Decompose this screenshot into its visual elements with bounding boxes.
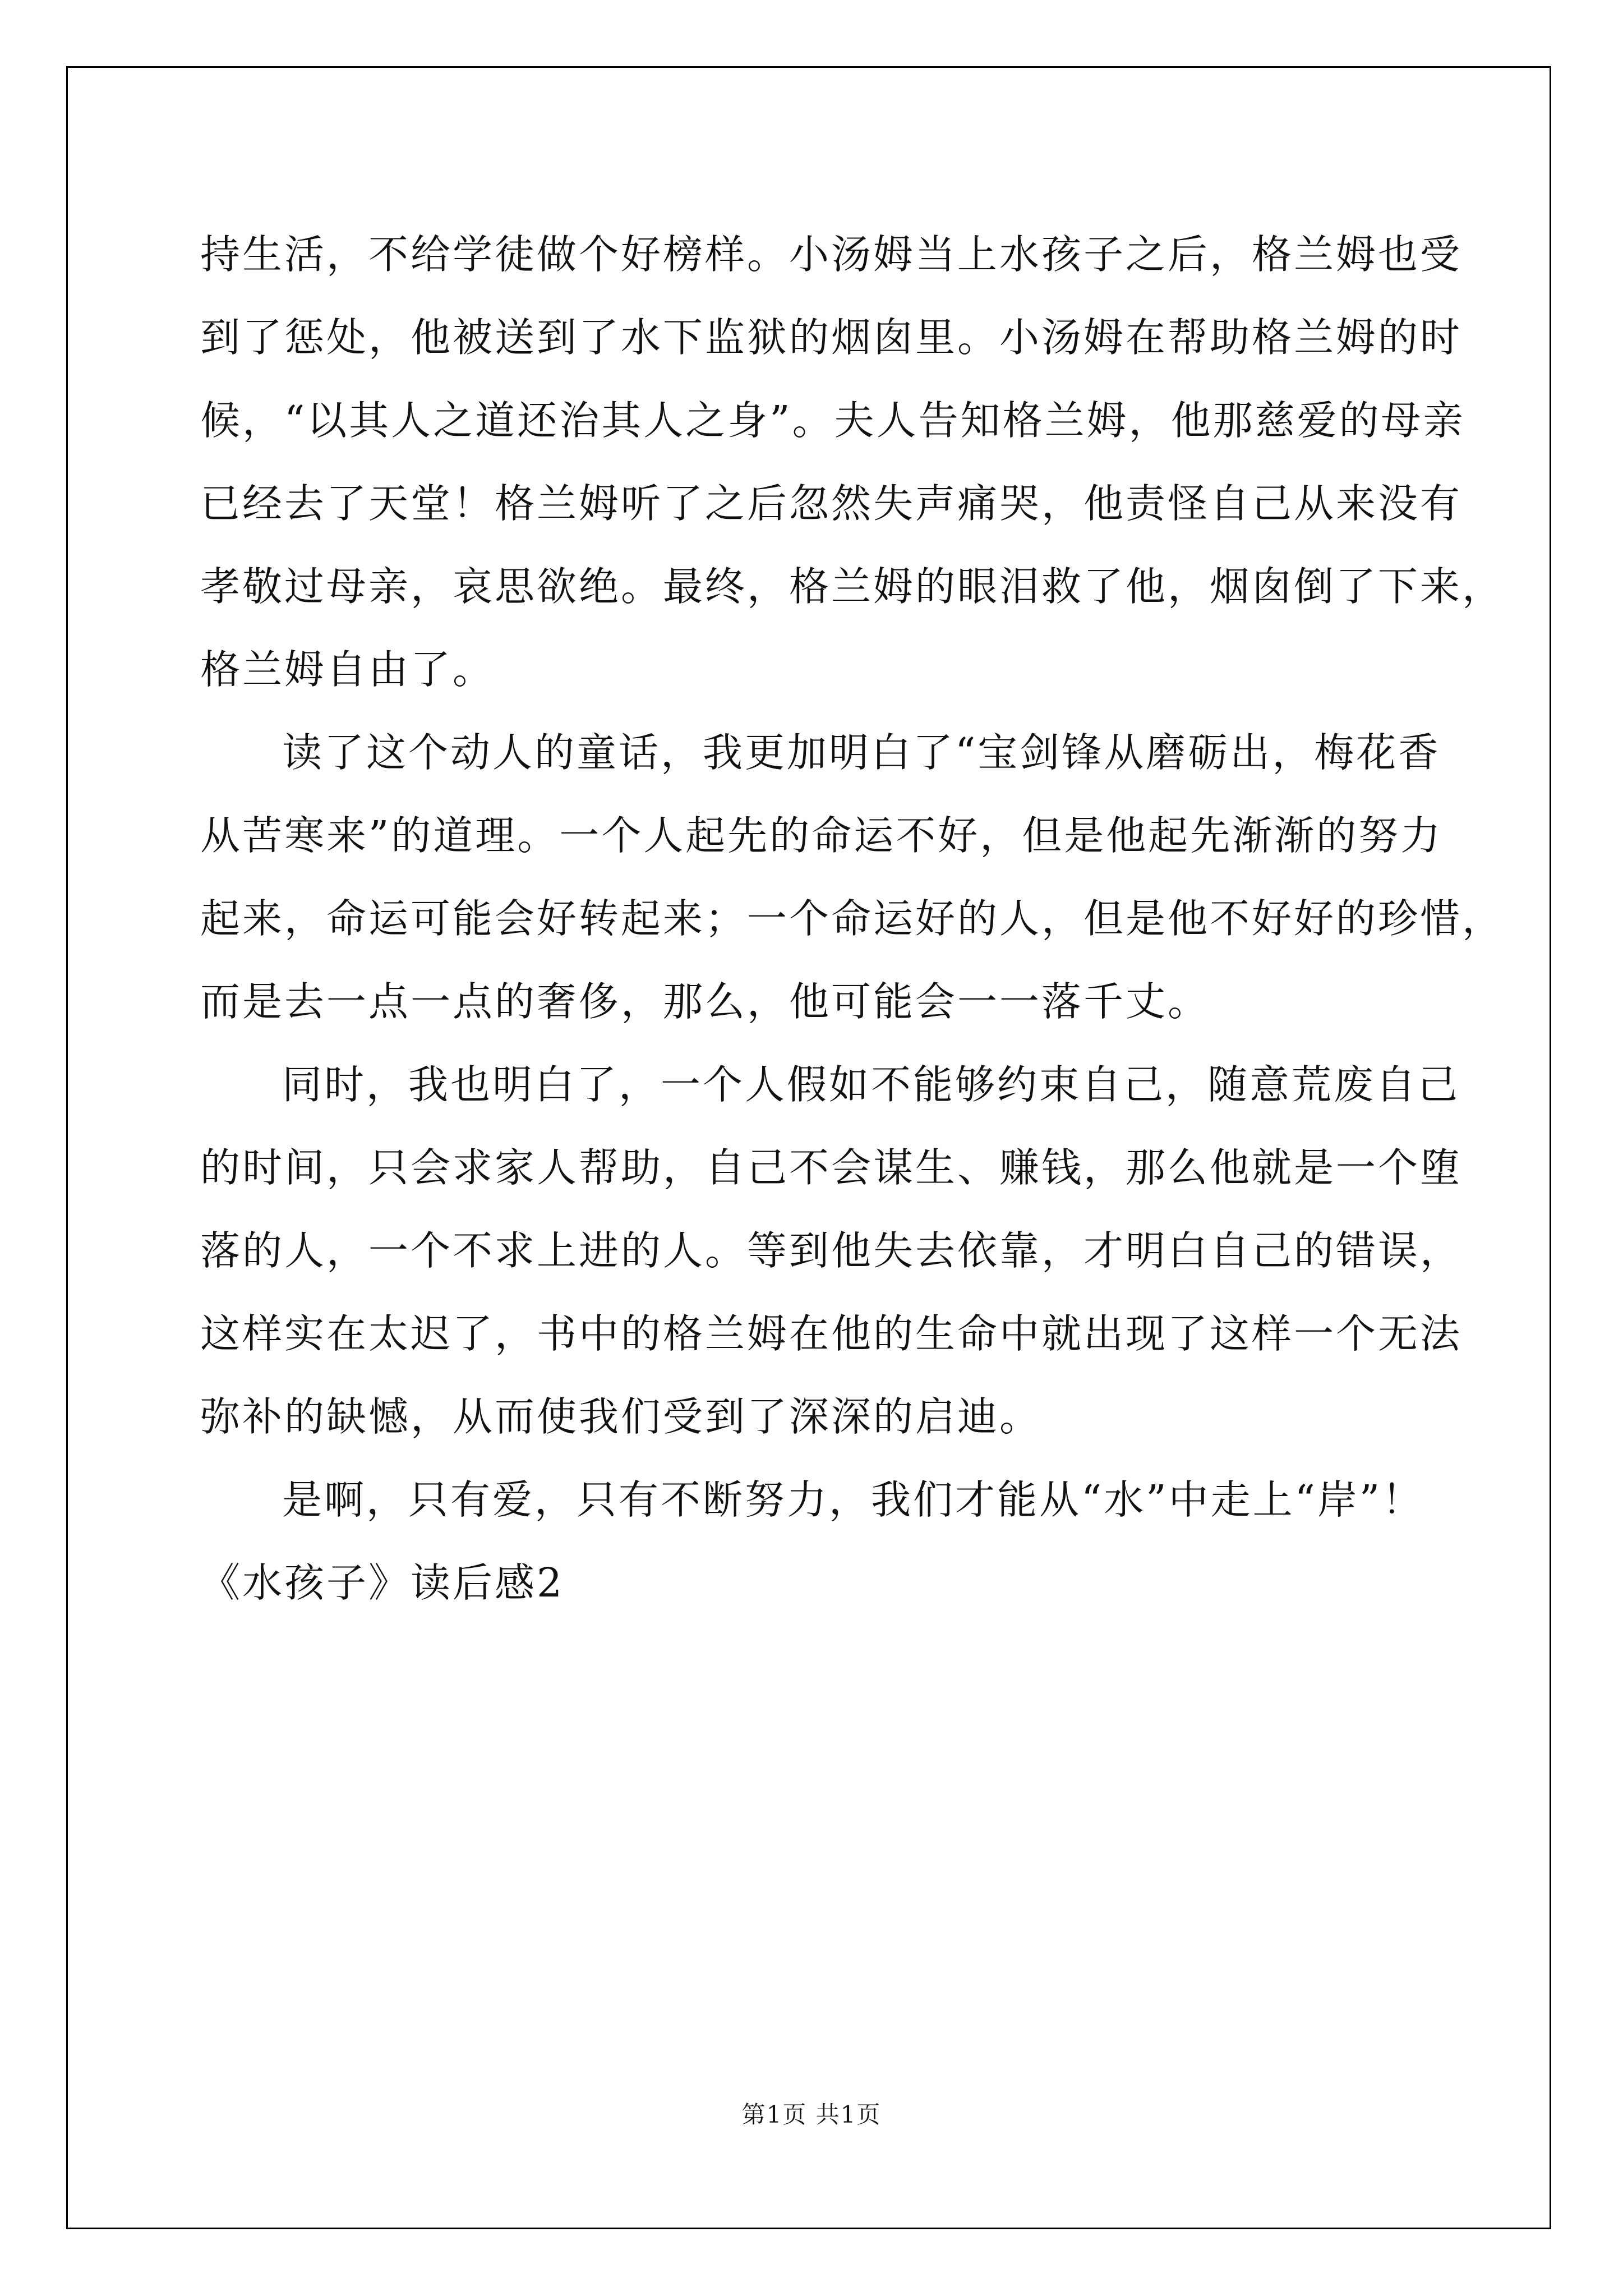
paragraph-first-line: 读了这个动人的童话，我更加明白了“宝剑锋从磨砺出，梅花香 bbox=[282, 729, 1441, 776]
text-line: 已经去了天堂！格兰姆听了之后忽然失声痛哭，他责怪自己从来没有 bbox=[200, 480, 1463, 527]
text-line: 这样实在太迟了，书中的格兰姆在他的生命中就出现了这样一个无法 bbox=[200, 1310, 1463, 1357]
page-number-label: 第1页 共1页 bbox=[741, 2101, 882, 2128]
text-line: 孝敬过母亲，哀思欲绝。最终，格兰姆的眼泪救了他，烟囱倒了下来， bbox=[200, 563, 1505, 610]
page-footer bbox=[0, 2096, 1623, 2130]
text-line: 到了惩处，他被送到了水下监狱的烟囱里。小汤姆在帮助格兰姆的时 bbox=[200, 314, 1463, 361]
paragraph-first-line: 同时，我也明白了，一个人假如不能够约束自己，随意荒废自己 bbox=[282, 1061, 1460, 1108]
document-body bbox=[200, 213, 1505, 1625]
text-line: 格兰姆自由了。 bbox=[200, 646, 495, 693]
text-line: 的时间，只会求家人帮助，自己不会谋生、赚钱，那么他就是一个堕 bbox=[200, 1144, 1463, 1191]
text-line: 从苦寒来”的道理。一个人起先的命运不好，但是他起先渐渐的努力 bbox=[200, 812, 1443, 859]
text-line: 而是去一点一点的奢侈，那么，他可能会一一落千丈。 bbox=[200, 978, 1210, 1025]
text-line: 起来，命运可能会好转起来；一个命运好的人，但是他不好好的珍惜， bbox=[200, 895, 1505, 942]
paragraph-first-line: 是啊，只有爱，只有不断努力，我们才能从“水”中走上“岸”！ bbox=[282, 1476, 1424, 1523]
text-line: 候，“以其人之道还治其人之身”。夫人告知格兰姆，他那慈爱的母亲 bbox=[200, 397, 1465, 444]
text-line: 弥补的缺憾，从而使我们受到了深深的启迪。 bbox=[200, 1393, 1042, 1440]
text-line: 落的人，一个不求上进的人。等到他失去依靠，才明白自己的错误， bbox=[200, 1227, 1463, 1274]
text-line: 持生活，不给学徒做个好榜样。小汤姆当上水孩子之后，格兰姆也受 bbox=[200, 231, 1463, 278]
section-heading: 《水孩子》读后感2 bbox=[200, 1559, 565, 1606]
